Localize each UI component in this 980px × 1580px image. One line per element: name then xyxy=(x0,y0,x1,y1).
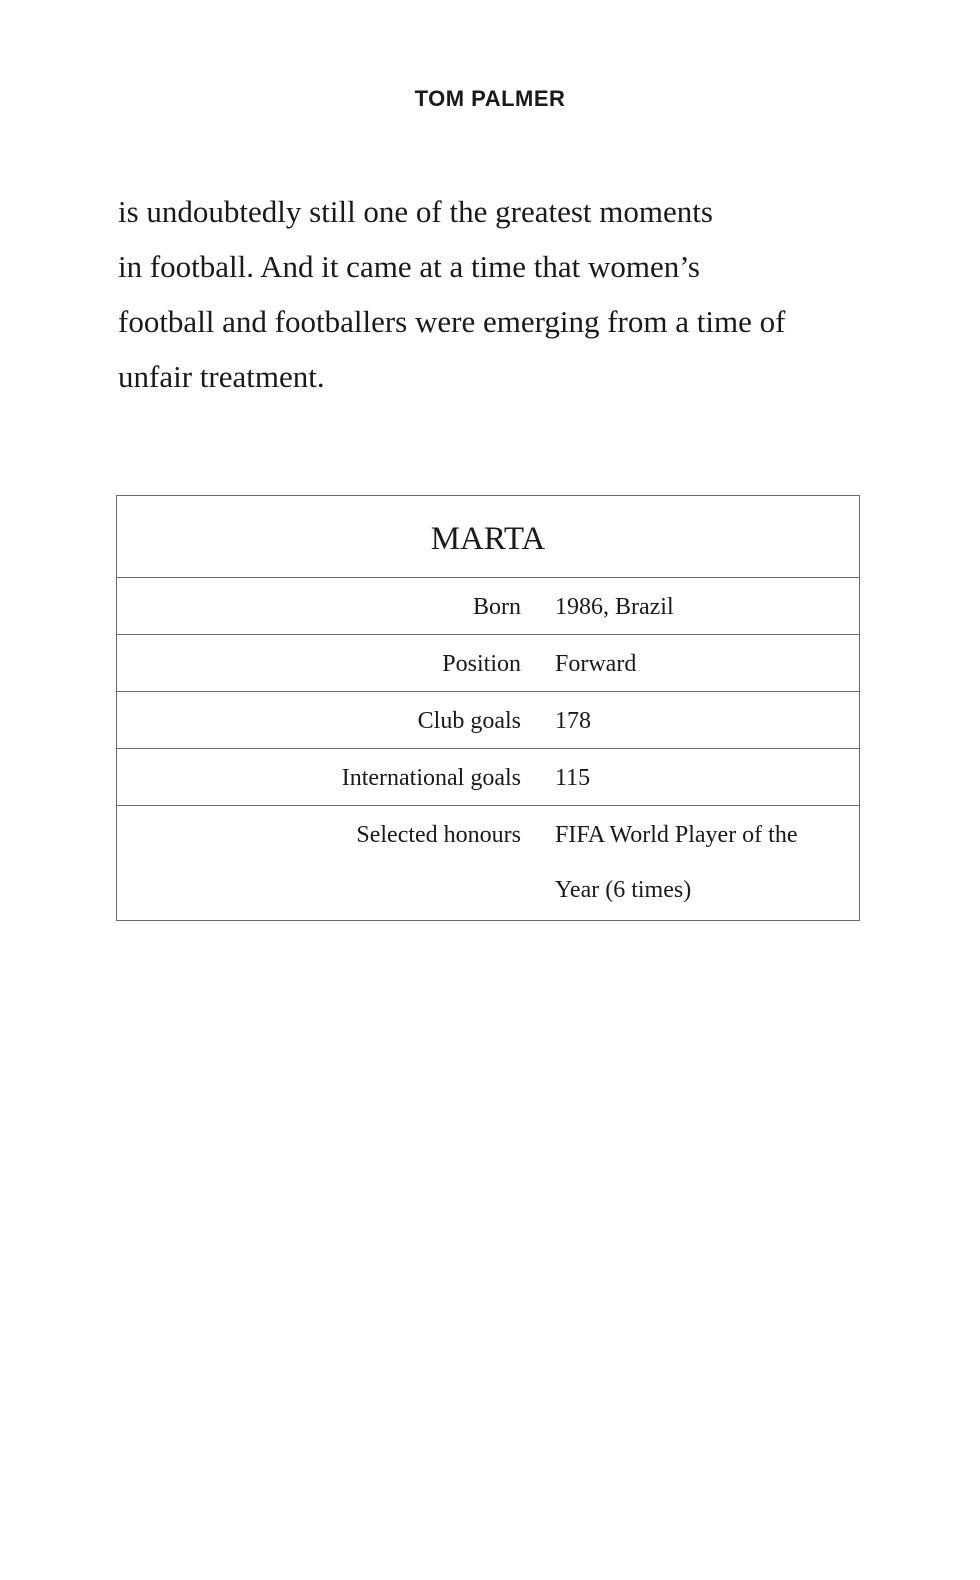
body-line: in football. And it came at a time that women’s xyxy=(118,249,700,284)
profile-value: 1986, Brazil xyxy=(555,594,674,620)
profile-row-international-goals xyxy=(117,749,859,806)
profile-row-born xyxy=(117,578,859,635)
body-line: is undoubtedly still one of the greatest moments xyxy=(118,194,713,229)
profile-row-honours xyxy=(117,806,859,920)
profile-label: Position xyxy=(442,651,521,677)
profile-title: MARTA xyxy=(117,496,859,578)
profile-label: Selected honours xyxy=(356,822,521,848)
body-line: unfair treatment. xyxy=(118,359,325,394)
body-paragraph xyxy=(118,184,858,404)
player-profile-box xyxy=(116,495,860,921)
profile-value: Forward xyxy=(555,651,637,677)
profile-value: 178 xyxy=(555,708,591,734)
profile-label: Club goals xyxy=(417,708,521,734)
body-line: football and footballers were emerging from a time of xyxy=(118,304,786,339)
running-head: TOM PALMER xyxy=(414,86,566,111)
profile-value: 115 xyxy=(555,765,591,791)
profile-row-position xyxy=(117,635,859,692)
profile-label: Born xyxy=(473,594,521,620)
profile-label: International goals xyxy=(341,765,521,791)
profile-row-club-goals xyxy=(117,692,859,749)
profile-value: FIFA World Player of the Year (6 times) xyxy=(555,822,798,903)
